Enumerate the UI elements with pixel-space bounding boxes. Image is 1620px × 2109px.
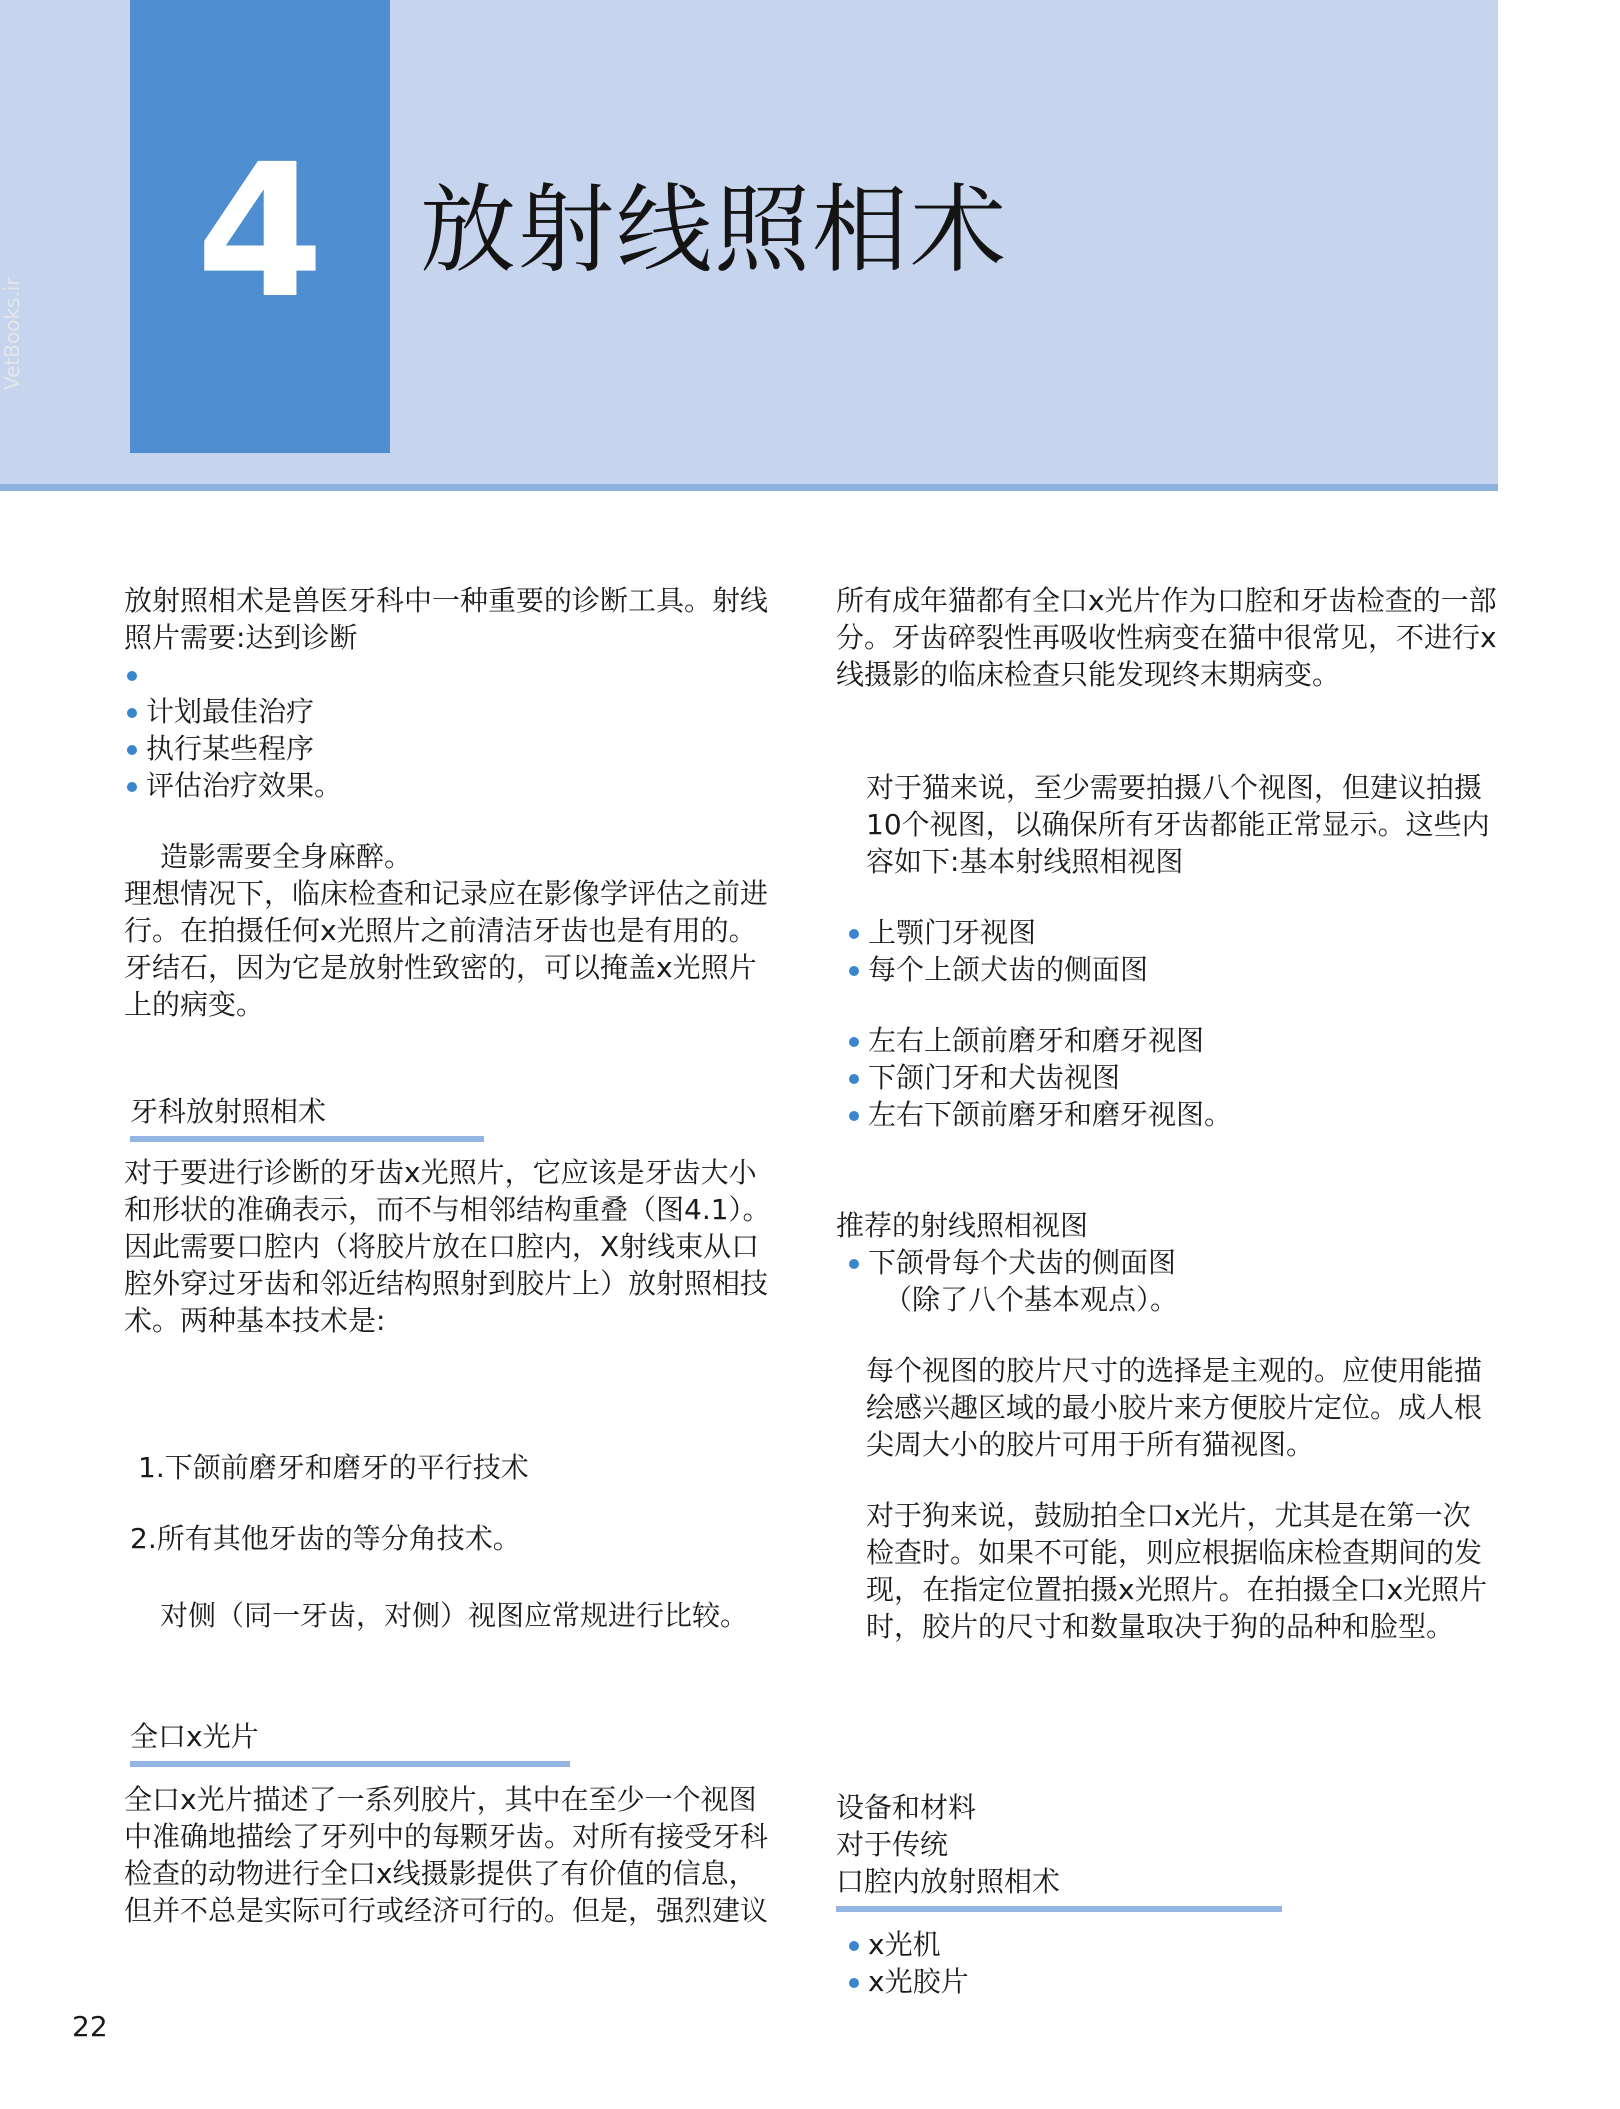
- list-item: x光胶片: [846, 1963, 1498, 2000]
- chapter-title: 放射线照相术: [420, 174, 1008, 286]
- anesthesia-paragraph: 造影需要全身麻醉。: [160, 840, 413, 873]
- list-item: 执行某些程序: [124, 730, 784, 767]
- list-item: 计划最佳治疗: [124, 693, 784, 730]
- header-divider: [0, 484, 1498, 491]
- film-size-paragraph: [836, 1352, 1498, 1463]
- contralateral-paragraph: 对侧（同一牙齿，对侧）视图应常规进行比较。: [160, 1599, 749, 1632]
- left-column: [124, 582, 784, 1929]
- dogs-text: 对于狗来说，鼓励拍全口x光片，尤其是在第一次检查时。如果不可能，则应根据临床检查期间的发现，在指定位置拍摄x光照片。在拍摄全口x光照片时，胶片的尺寸和数量取决于狗的品种和脸型。: [866, 1499, 1488, 1643]
- section-title: 牙科放射照相术: [130, 1095, 327, 1128]
- section-heading-full-mouth: [124, 1718, 570, 1767]
- recommended-note: （除了八个基本观点）。: [884, 1283, 1179, 1316]
- list-item: 每个上颌犬齿的侧面图: [846, 951, 1498, 988]
- section-heading-dental-radiography: [124, 1093, 484, 1142]
- intro-bullet-list: [124, 656, 784, 804]
- list-item: 下颌骨每个犬齿的侧面图: [846, 1244, 1498, 1281]
- section-title: 全口x光片: [130, 1720, 259, 1753]
- basic-views-list-b: [836, 1022, 1498, 1133]
- list-item: 评估治疗效果。: [124, 767, 784, 804]
- section1-paragraph: 对于要进行诊断的牙齿x光照片，它应该是牙齿大小和形状的准确表示，而不与相邻结构重叠（图4.1）。因此需要口腔内（将胶片放在口腔内，X射线束从口腔外穿过牙齿和邻近结构照射到胶片上）放射照相技术。两种基本技术是:: [124, 1156, 771, 1337]
- list-item: 下颌门牙和犬齿视图: [846, 1059, 1498, 1096]
- basic-views-list-a: [836, 914, 1498, 988]
- dogs-paragraph: [836, 1497, 1498, 1645]
- chapter-number: 4: [195, 125, 325, 339]
- section-underline: [836, 1906, 1282, 1912]
- intro-paragraph: 放射照相术是兽医牙科中一种重要的诊断工具。射线照片需要:达到诊断: [124, 584, 769, 654]
- section-title: 对于传统: [836, 1828, 949, 1861]
- recommended-views-title: 推荐的射线照相视图: [836, 1209, 1089, 1242]
- section-title: 设备和材料: [836, 1791, 977, 1824]
- cats-views-paragraph: [836, 769, 1498, 880]
- list-item: 左右下颌前磨牙和磨牙视图。: [846, 1096, 1498, 1133]
- list-item: x光机: [846, 1926, 1498, 1963]
- recommended-views-list: [836, 1244, 1498, 1281]
- section2-paragraph: 全口x光片描述了一系列胶片，其中在至少一个视图中准确地描绘了牙列中的每颗牙齿。对所有接受牙科检查的动物进行全口x线摄影提供了有价值的信息，但并不总是实际可行或经济可行的。但是，强烈建议: [124, 1783, 769, 1927]
- technique-item: 2.所有其他牙齿的等分角技术。: [130, 1522, 521, 1555]
- ideal-paragraph: 理想情况下，临床检查和记录应在影像学评估之前进行。在拍摄任何x光照片之前清洁牙齿也是有用的。牙结石，因为它是放射性致密的，可以掩盖x光照片上的病变。: [124, 877, 769, 1021]
- list-item: 左右上颌前磨牙和磨牙视图: [846, 1022, 1498, 1059]
- equipment-list: [836, 1926, 1498, 2000]
- cats-views-text: 对于猫来说，至少需要拍摄八个视图，但建议拍摄10个视图，以确保所有牙齿都能正常显示。这些内容如下:基本射线照相视图: [866, 771, 1490, 878]
- list-item: [124, 656, 784, 693]
- cats-intro-paragraph: 所有成年猫都有全口x光片作为口腔和牙齿检查的一部分。牙齿碎裂性再吸收性病变在猫中很常见，不进行x线摄影的临床检查只能发现终末期病变。: [836, 584, 1497, 691]
- section-title: 口腔内放射照相术: [836, 1865, 1061, 1898]
- technique-item: 1.下颌前磨牙和磨牙的平行技术: [138, 1451, 529, 1484]
- page-number: 22: [72, 2010, 108, 2043]
- section-underline: [130, 1761, 570, 1767]
- list-item: 上颚门牙视图: [846, 914, 1498, 951]
- section-heading-equipment: [836, 1789, 1282, 1912]
- right-column: [836, 582, 1498, 2000]
- section-underline: [130, 1136, 484, 1142]
- film-size-text: 每个视图的胶片尺寸的选择是主观的。应使用能描绘感兴趣区域的最小胶片来方便胶片定位。成人根尖周大小的胶片可用于所有猫视图。: [866, 1354, 1483, 1461]
- watermark: VetBooks.ir: [0, 277, 24, 390]
